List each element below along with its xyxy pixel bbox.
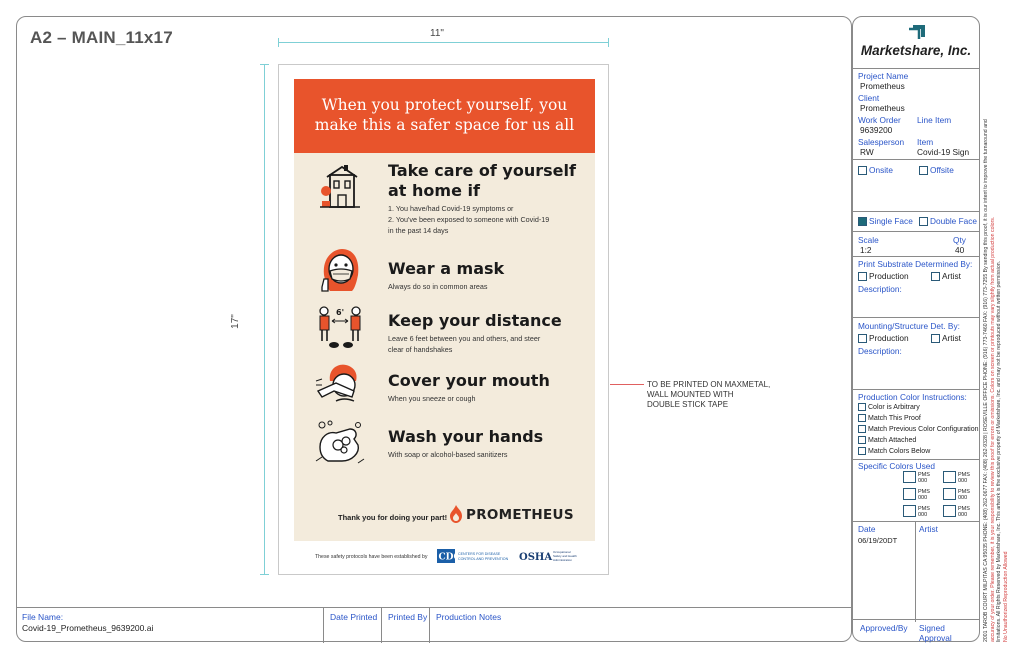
distance-label: 6' <box>336 308 345 317</box>
house-icon <box>314 161 366 213</box>
cough-elbow-icon <box>314 361 366 413</box>
single-face-option[interactable]: Single Face <box>858 216 913 226</box>
height-dimension-line <box>264 64 265 575</box>
project-name-value: Prometheus <box>860 81 905 91</box>
osha-caption-line-3: Administration <box>553 558 573 562</box>
scale-value: 1:2 <box>860 245 872 255</box>
poster-body <box>294 153 595 541</box>
heading-wash-hands: Wash your hands <box>388 427 544 446</box>
double-face-option[interactable]: Double Face <box>919 216 977 226</box>
salesperson-value: RW <box>860 147 874 157</box>
cdc-caption-line-1: CENTERS FOR DISEASE <box>458 552 501 556</box>
sub-wash-hands: With soap or alcohol-based sanitizers <box>388 450 508 459</box>
onsite-option[interactable]: Onsite <box>858 165 893 175</box>
double-face-checkbox[interactable] <box>919 217 928 226</box>
banner-line-1: When you protect yourself, you <box>321 96 568 114</box>
color-option-arbitrary[interactable]: Color is Arbitrary <box>858 403 920 411</box>
banner-line-2: make this a safer space for us all <box>314 116 575 134</box>
distance-people-icon <box>314 301 366 353</box>
sub-cover-mouth: When you sneeze or cough <box>388 394 476 403</box>
cdc-logo-icon <box>437 549 513 563</box>
color-option-match-proof[interactable]: Match This Proof <box>858 414 921 422</box>
osha-caption-line-2: Safety and Health <box>553 554 577 558</box>
substrate-artist-option[interactable]: Artist <box>931 271 961 281</box>
mounting-callout: TO BE PRINTED ON MAXMETAL, WALL MOUNTED WITH DOUBLE STICK TAPE <box>647 380 771 409</box>
onsite-checkbox[interactable] <box>858 166 867 175</box>
mounting-artist-option[interactable]: Artist <box>931 333 961 343</box>
width-dimension-line <box>278 42 609 43</box>
sub-wear-mask: Always do so in common areas <box>388 282 488 291</box>
color-option-below[interactable]: Match Colors Below <box>858 447 930 455</box>
mask-face-icon <box>314 245 366 297</box>
callout-leader-line <box>610 384 644 385</box>
substrate-production-option[interactable]: Production <box>858 271 909 281</box>
cdc-logo-text: CDC <box>438 552 461 563</box>
sub-take-care: 1. You have/had Covid-19 symptoms or 2. You've been exposed to someone with Covid-19 in the past 14 days <box>388 204 550 235</box>
heading-take-care: Take care of yourself at home if <box>388 161 576 200</box>
printed-by-cell: Printed By <box>382 608 430 643</box>
mounting-production-option[interactable]: Production <box>858 333 909 343</box>
width-dimension-label: 11" <box>430 28 444 39</box>
work-order-value: 9639200 <box>860 125 893 135</box>
company-name: Marketshare, Inc. <box>860 43 972 58</box>
title-block: Marketshare, Inc. Project Name Prometheus Client Prometheus Work Order Line Item 9639200 Salesperson Item RW Covid-19 Sign Onsite Offsite Single Face Double Face Scale Qty 1:2 40 Print Substrate Determined By: Production Artist Description: Mounting/Structure Det. By: Production Artist Description: Production Color Instructions: Color is Arbitrary Match This Proof Match Previous Color Configuration Match Attached Match Colors Below Specific Colors Used PMS 000 PMS 000 PMS 000 PMS 000 PMS 000 PMS 000 Date Artist 06/19/20DT Approved/By Signed Approval <box>852 16 980 642</box>
pms-swatch-5[interactable] <box>903 505 916 517</box>
flame-icon <box>449 505 463 523</box>
heading-keep-distance: Keep your distance <box>388 311 562 330</box>
osha-logo-icon <box>519 549 581 563</box>
marketshare-logo-icon <box>909 25 925 41</box>
legal-side-text: 2001 TAROB COURT MILPITAS CA 95035 PHONE: (408) 262-0677 FAX: (408) 262-9328 | ROSEVILLE OFFICE PHONE: (916) 773-7460 FAX: (916) 773-7255 By sending this proof, it is our intent to improve the turnaround and accuracy of your order. Please remember, it is your responsibility to review this proof for errors or omissions. Colors on screen or printouts may vary slightly from actual production colors. limitations. All Rights Reserved by Marketshare, Inc. This artwork is the exclusive property of Marketshare, Inc. and may not be reproduced without written permission. No Unauthorized Reproduction Allowed <box>983 119 1009 642</box>
file-name-label: File Name: <box>22 612 64 622</box>
cdc-caption-line-2: CONTROL AND PREVENTION <box>458 557 509 561</box>
osha-caption-line-1: Occupational <box>553 550 571 554</box>
pms-swatch-6[interactable] <box>943 505 956 517</box>
date-value: 06/19/20DT <box>858 536 898 545</box>
date-printed-cell: Date Printed <box>324 608 382 643</box>
single-face-checkbox[interactable] <box>858 217 867 226</box>
wash-hands-icon <box>314 417 366 469</box>
offsite-checkbox[interactable] <box>919 166 928 175</box>
heading-cover-mouth: Cover your mouth <box>388 371 550 390</box>
offsite-option[interactable]: Offsite <box>919 165 954 175</box>
company-logo <box>853 17 979 69</box>
sheet-title: A2 – MAIN_11x17 <box>30 28 173 47</box>
protocols-text: These safety protocols have been established by <box>315 554 428 560</box>
pms-swatch-4[interactable] <box>943 488 956 500</box>
poster-banner <box>294 79 595 153</box>
heading-wear-mask: Wear a mask <box>388 259 505 278</box>
poster-artboard <box>278 64 609 575</box>
osha-logo-text: OSHA <box>519 552 553 563</box>
color-option-attached[interactable]: Match Attached <box>858 436 916 444</box>
color-option-previous[interactable]: Match Previous Color Configuration <box>858 425 979 433</box>
thanks-text: Thank you for doing your part! <box>338 513 448 522</box>
brand-name: PROMETHEUS <box>466 507 574 523</box>
sub-keep-distance: Leave 6 feet between you and others, and steer clear of handshakes <box>388 334 541 354</box>
item-value: Covid-19 Sign <box>917 147 970 157</box>
height-dimension-label: 17" <box>229 314 241 329</box>
bottom-info-bar <box>16 607 852 642</box>
qty-value: 40 <box>955 245 965 255</box>
pms-swatch-1[interactable] <box>903 471 916 483</box>
file-name-cell <box>16 608 324 643</box>
production-notes-cell: Production Notes <box>436 612 502 622</box>
pms-swatch-3[interactable] <box>903 488 916 500</box>
file-name-value: Covid-19_Prometheus_9639200.ai <box>22 623 154 633</box>
client-value: Prometheus <box>860 103 905 113</box>
pms-swatch-2[interactable] <box>943 471 956 483</box>
